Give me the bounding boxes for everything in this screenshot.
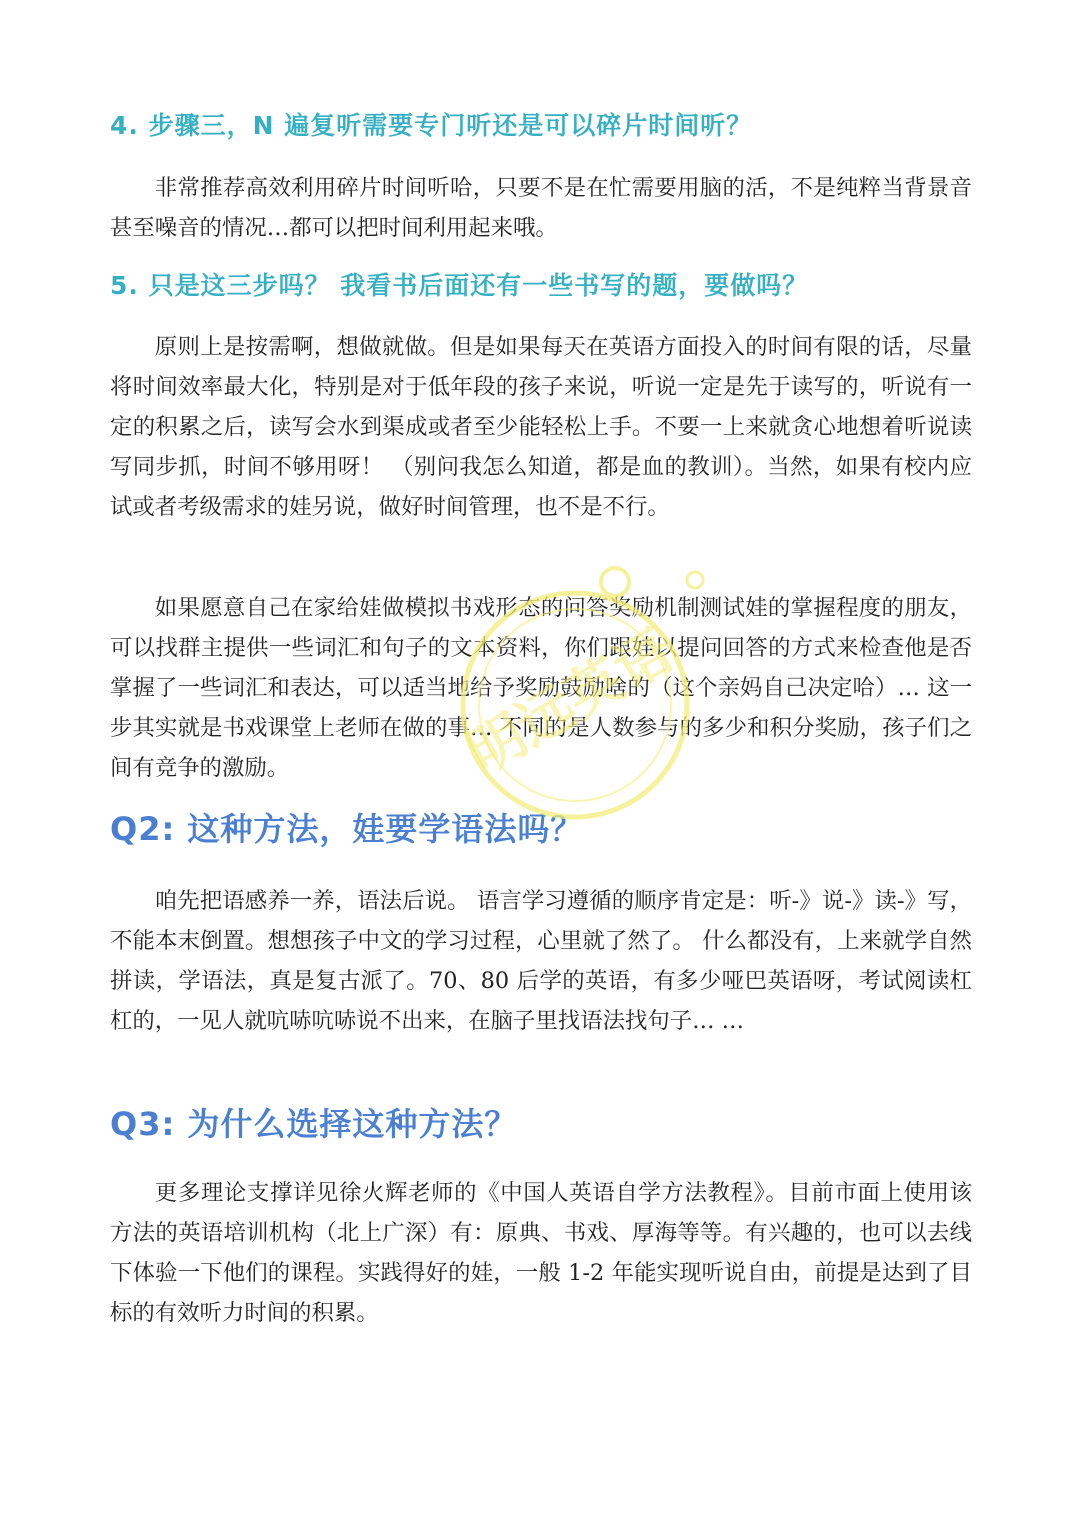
paragraph-writing-1: 原则上是按需啊，想做就做。但是如果每天在英语方面投入的时间有限的话，尽量将时间效率最大化，特别是对于低年段的孩子来说，听说一定是先于读写的，听说有一定的积累之后，读写会水到渠成或者至少能轻松上手。不要一上来就贪心地想着听说读写同步抓，时间不够用呀！ （别问我怎么知道，都是血的教训）。当然，如果有校内应试或者考级需求的娃另说，做好时间管理，也不是不行。 [110,334,972,520]
paragraph-q2: 咱先把语感养一养，语法后说。 语言学习遵循的顺序肯定是：听-》说-》读-》写，不能本末倒置。想想孩子中文的学习过程，心里就了然了。 什么都没有，上来就学自然拼读，学语法，真是复古派了。70、80 后学的英语，有多少哑巴英语呀，考试阅读杠杠的，一见人就吭哧吭哧说不出来，在脑子里找语法找句子… … [110,888,972,1034]
question-heading-q3: Q3: 为什么选择这种方法？ [110,1105,518,1143]
paragraph-step3: 非常推荐高效利用碎片时间听哈，只要不是在忙需要用脑的活，不是纯粹当背景音甚至噪音的情况…都可以把时间利用起来哦。 [110,175,972,241]
question-heading-q2: Q2: 这种方法，娃要学语法吗？ [110,810,584,848]
section-heading-step3: 4. 步骤三，N 遍复听需要专门听还是可以碎片时间听？ [110,111,753,140]
section-heading-writing: 5. 只是这三步吗？ 我看书后面还有一些书写的题，要做吗？ [110,271,809,300]
seal-stamp-text: 明远英语 [457,618,684,787]
paragraph-writing-2: 如果愿意自己在家给娃做模拟书戏形态的问答奖励机制测试娃的掌握程度的朋友，可以找群主提供一些词汇和句子的文本资料，你们跟娃以提问回答的方式来检查他是否掌握了一些词汇和表达，可以适当地给予奖励鼓励啥的（这个亲妈自己决定哈）… 这一步其实就是书戏课堂上老师在做的事… 不同的是人数参与的多少和积分奖励，孩子们之间有竞争的激励。 [110,595,972,781]
paragraph-q3: 更多理论支撑详见徐火辉老师的《中国人英语自学方法教程》。目前市面上使用该方法的英语培训机构（北上广深）有：原典、书戏、厚海等等。有兴趣的，也可以去线下体验一下他们的课程。实践得好的娃，一般 1-2 年能实现听说自由，前提是达到了目标的有效听力时间的积累。 [110,1180,972,1326]
